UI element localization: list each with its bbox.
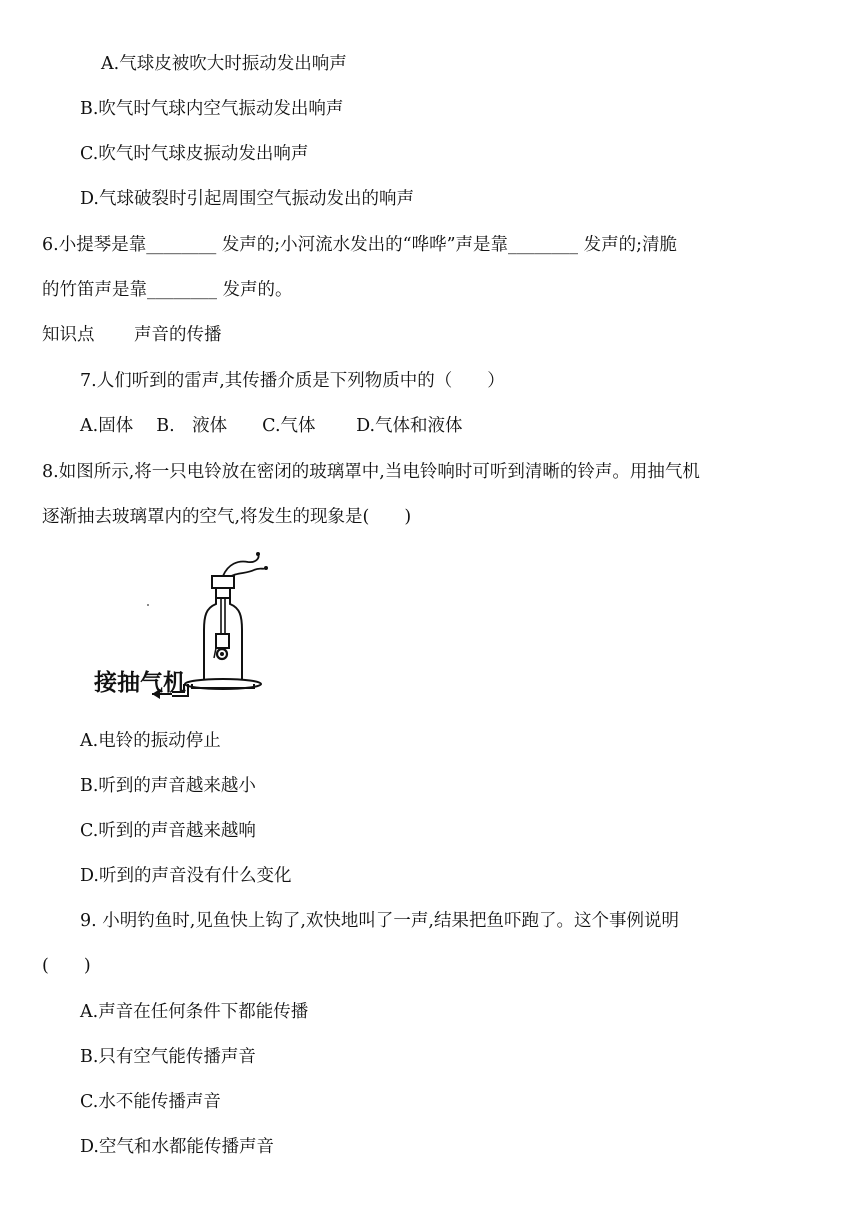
q9-option-a: A.声音在任何条件下都能传播 (80, 1002, 309, 1022)
q6-stem-line2: 的竹笛声是靠________ 发声的。 (42, 280, 293, 300)
q5-option-a: A.气球皮被吹大时振动发出响声 (101, 54, 347, 74)
q9-option-d: D.空气和水都能传播声音 (80, 1137, 274, 1157)
q8-option-b: B.听到的声音越来越小 (80, 776, 256, 796)
q8-stem-line1: 8.如图所示,将一只电铃放在密闭的玻璃罩中,当电铃响时可听到清晰的铃声。用抽气机 (42, 462, 700, 482)
figure-label: 接抽气机 (94, 670, 186, 696)
q7-options: A.固体 B. 液体 C.气体 D.气体和液体 (80, 416, 463, 436)
q9-stem-line2: ( ) (42, 956, 91, 976)
q5-option-d: D.气球破裂时引起周围空气振动发出的响声 (80, 189, 414, 209)
q5-option-c: C.吹气时气球皮振动发出响声 (80, 144, 309, 164)
q5-option-b: B.吹气时气球内空气振动发出响声 (80, 99, 344, 119)
q8-stem-line2: 逐渐抽去玻璃罩内的空气,将发生的现象是( ) (42, 507, 412, 527)
q9-stem-line1: 9. 小明钓鱼时,见鱼快上钩了,欢快地叫了一声,结果把鱼吓跑了。这个事例说明 (80, 911, 679, 931)
bell-jar-figure (88, 546, 278, 714)
q8-option-a: A.电铃的振动停止 (80, 731, 221, 751)
section-title: 声音的传播 (134, 325, 222, 345)
q6-stem-line1: 6.小提琴是靠________ 发声的;小河流水发出的“哗哗”声是靠________ 发声的;清脆 (42, 235, 678, 255)
q9-option-b: B.只有空气能传播声音 (80, 1047, 256, 1067)
section-label: 知识点 (42, 325, 95, 345)
q9-option-c: C.水不能传播声音 (80, 1092, 221, 1112)
q7-stem: 7.人们听到的雷声,其传播介质是下列物质中的（ ） (80, 371, 505, 391)
q8-option-d: D.听到的声音没有什么变化 (80, 866, 292, 886)
q8-option-c: C.听到的声音越来越响 (80, 821, 256, 841)
